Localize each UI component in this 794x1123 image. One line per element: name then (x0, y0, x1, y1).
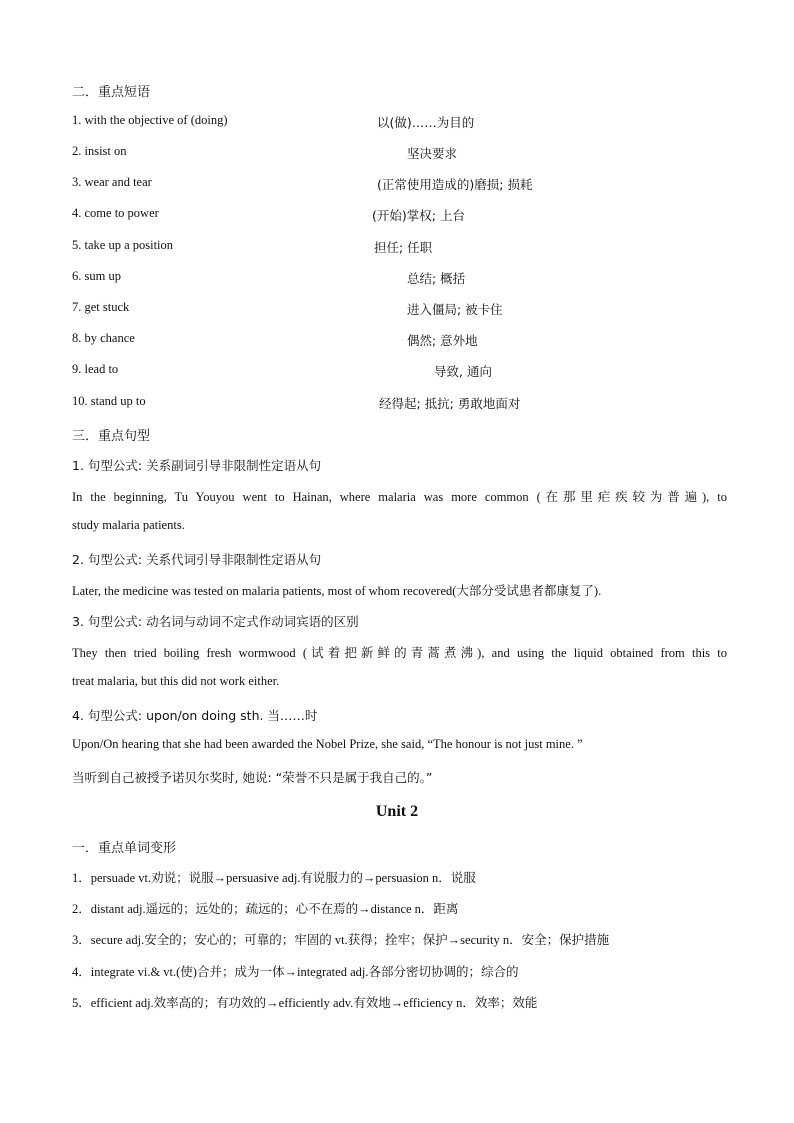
phrase-english: 1. with the objective of (doing) (72, 113, 228, 127)
phrase-english: 3. wear and tear (72, 175, 152, 189)
phrase-english: 2. insist on (72, 144, 127, 158)
pattern-formula: 2. 句型公式: 关系代词引导非限制性定语从句 (72, 552, 322, 567)
phrase-row (72, 362, 727, 382)
phrase-chinese: 进入僵局; 被卡住 (407, 302, 503, 317)
pattern-formula: 3. 句型公式: 动名词与动词不定式作动词宾语的区别 (72, 614, 359, 629)
phrase-english: 5. take up a position (72, 238, 174, 252)
unit-title: Unit 2 (375, 803, 419, 820)
pattern-example: In the beginning, Tu Youyou went to Hainan, where malaria was more common (在那里疟疾较为普遍), to (72, 490, 727, 504)
word-form-item: 5．efficient adj.效率高的；有功效的→efficiently adv.有效地→efficiency n．效率；效能 (72, 996, 538, 1010)
section-word-forms-heading: 一．重点单词变形 (72, 841, 177, 856)
word-form-item: 2．distant adj.遥远的；远处的；疏远的；心不在焉的→distance n．距离 (72, 902, 459, 916)
phrase-row (72, 269, 727, 289)
phrase-chinese: 以(做)……为目的 (377, 115, 475, 130)
section-phrases-heading: 二．重点短语 (72, 85, 151, 100)
phrase-row (72, 331, 727, 351)
section-sentence-patterns-heading: 三．重点句型 (72, 429, 151, 444)
pattern-example: treat malaria, but this did not work either. (72, 674, 280, 688)
phrase-chinese: 担任; 任职 (374, 240, 433, 255)
phrase-row (72, 394, 727, 414)
phrase-english: 6. sum up (72, 269, 121, 283)
phrase-chinese: (正常使用造成的)磨损; 损耗 (377, 177, 533, 192)
pattern-example: Upon/On hearing that she had been awarded the Nobel Prize, she said, “The honour is not just mine. ” (72, 737, 583, 751)
pattern-translation: 当听到自己被授予诺贝尔奖时, 她说: “荣誉不只是属于我自己的。” (72, 770, 433, 785)
phrase-chinese: 经得起; 抵抗; 勇敢地面对 (379, 396, 521, 411)
phrase-chinese: 总结; 概括 (407, 271, 466, 286)
phrase-english: 4. come to power (72, 206, 159, 220)
phrase-row (72, 238, 727, 258)
pattern-formula: 4. 句型公式: upon/on doing sth. 当……时 (72, 708, 318, 723)
phrase-english: 9. lead to (72, 362, 119, 376)
phrase-chinese: (开始)掌权; 上台 (372, 208, 465, 223)
phrase-chinese: 导致, 通向 (434, 364, 492, 379)
word-form-item: 4．integrate vi.& vt.(使)合并；成为一体→integrated adj.各部分密切协调的；综合的 (72, 965, 519, 979)
pattern-example: Later, the medicine was tested on malaria patients, most of whom recovered(大部分受试患者都康复了). (72, 584, 602, 598)
pattern-example: They then tried boiling fresh wormwood (试着把新鲜的青蒿煮沸), and using the liquid obtained from this to (72, 646, 727, 660)
phrase-english: 8. by chance (72, 331, 135, 345)
phrase-row (72, 206, 727, 226)
phrase-english: 7. get stuck (72, 300, 130, 314)
phrase-row (72, 175, 727, 195)
phrase-chinese: 偶然; 意外地 (407, 333, 478, 348)
phrase-row (72, 113, 727, 133)
word-form-item: 1．persuade vt.劝说；说服→persuasive adj.有说服力的→persuasion n．说服 (72, 871, 476, 885)
phrase-english: 10. stand up to (72, 394, 146, 408)
pattern-example: study malaria patients. (72, 518, 185, 532)
phrase-row (72, 300, 727, 320)
phrase-chinese: 坚决要求 (407, 146, 458, 161)
word-form-item: 3．secure adj.安全的；安心的；可靠的；牢固的 vt.获得；拴牢；保护→security n．安全；保护措施 (72, 933, 610, 947)
pattern-formula: 1. 句型公式: 关系副词引导非限制性定语从句 (72, 458, 322, 473)
phrase-row (72, 144, 727, 164)
